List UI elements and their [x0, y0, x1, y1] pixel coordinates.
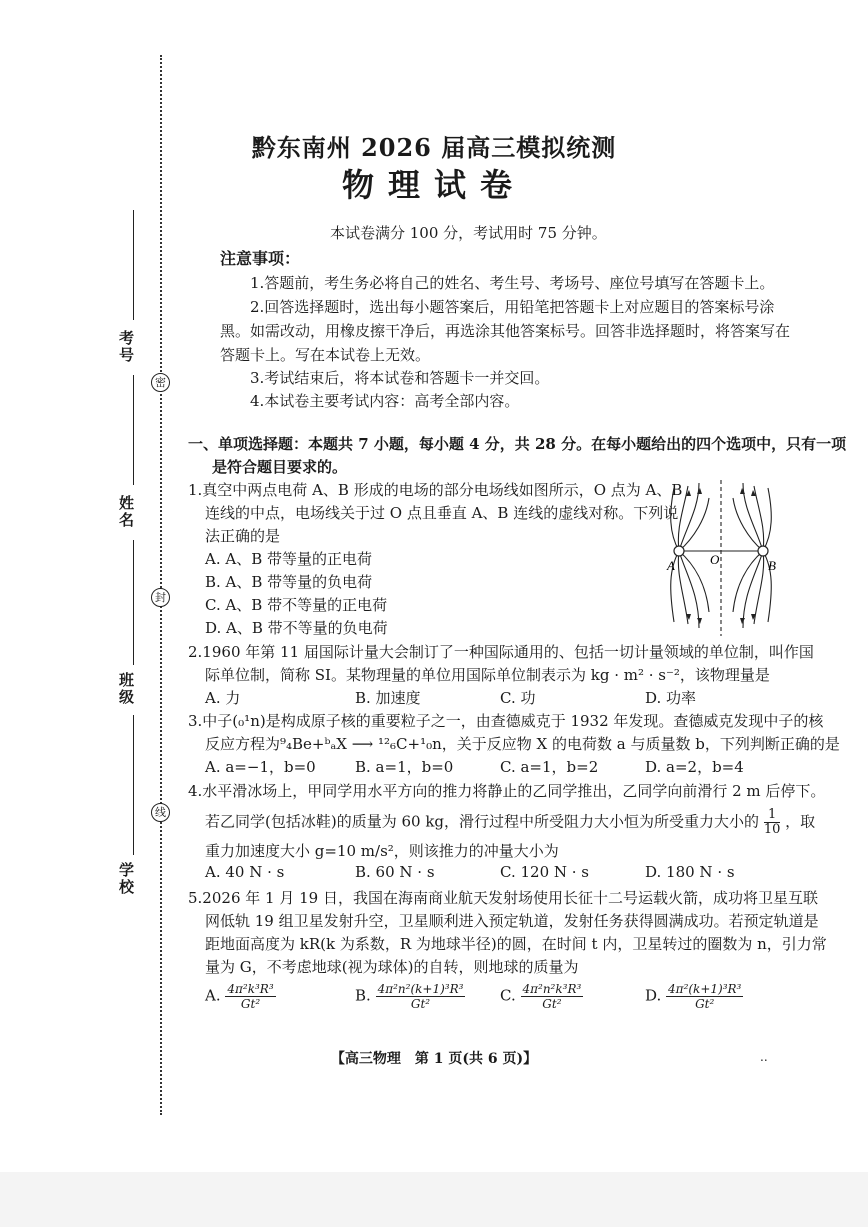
- class-fill-line: [133, 540, 134, 665]
- exam-intro: 本试卷满分 100 分，考试用时 75 分钟。: [330, 224, 607, 242]
- q5-option-a-fraction: [225, 982, 275, 1011]
- section1-instructions-cont: 是符合题目要求的。: [212, 458, 348, 476]
- q5-option-c-num: 4π²n²k³R³: [522, 982, 582, 996]
- q3-option-c: C. a=1，b=2: [500, 758, 599, 776]
- q1-stem-line1: 1.真空中两点电荷 A、B 形成的电场的部分电场线如图所示，O 点为 A、B: [188, 481, 683, 499]
- q5-stem-line1: 5.2026 年 1 月 19 日，我国在海南商业航天发射场使用长征十二号运载火箭，成功将卫星互联: [188, 889, 818, 907]
- q5-option-b-fraction: [376, 982, 466, 1011]
- electric-field-figure: [664, 478, 790, 638]
- note-2-line3: 答题卡上。写在本试卷上无效。: [220, 346, 431, 364]
- q4-option-d: D. 180 N · s: [645, 863, 735, 881]
- q5-option-b-prefix: B.: [355, 986, 371, 1005]
- q3-option-b: B. a=1，b=0: [355, 758, 454, 776]
- class-label: 班级: [117, 672, 135, 706]
- q5-stem-line4: 量为 G，不考虑地球(视为球体)的自转，则地球的质量为: [205, 958, 579, 976]
- q1-option-d: D. A、B 带不等量的负电荷: [205, 619, 388, 637]
- q5-option-d-fraction: [666, 982, 743, 1011]
- page-footer: 【高三物理 第 1 页(共 6 页)】: [330, 1051, 538, 1067]
- q4-stem-line2-tail: ，取: [785, 812, 816, 831]
- note-4: 4.本试卷主要考试内容：高考全部内容。: [250, 392, 520, 410]
- q4-fraction-den: 10: [763, 822, 781, 837]
- q5-option-d: [645, 982, 743, 1011]
- q5-option-c-den: Gt²: [542, 997, 562, 1011]
- seal-mark-feng: 封: [151, 588, 170, 607]
- q5-stem-line3: 距地面高度为 kR(k 为系数，R 为地球半径)的圆，在时间 t 内，卫星转过的圈数为 n，引力常: [205, 935, 827, 953]
- q5-option-a-den: Gt²: [240, 997, 261, 1011]
- notes-heading: 注意事项：: [220, 249, 301, 268]
- note-3: 3.考试结束后，将本试卷和答题卡一并交回。: [250, 369, 550, 387]
- school-fill-line: [133, 715, 134, 855]
- footer-dots: ..: [760, 1050, 768, 1064]
- q4-fraction: [764, 808, 781, 837]
- charge-a: [674, 546, 684, 556]
- q4-stem-line3: 重力加速度大小 g=10 m/s²，则该推力的冲量大小为: [205, 842, 559, 860]
- seal-mark-xian: 线: [151, 803, 170, 822]
- q5-option-c-prefix: C.: [500, 986, 516, 1005]
- note-1: 1.答题前，考生务必将自己的姓名、考生号、考场号、座位号填写在答题卡上。: [250, 274, 775, 292]
- scan-margin: [0, 1172, 868, 1227]
- binding-dotted-line: [160, 55, 162, 1115]
- q2-option-c: C. 功: [500, 689, 536, 707]
- charge-b: [758, 546, 768, 556]
- exam-title: 黔东南州 2026 届高三模拟统测: [251, 133, 617, 162]
- label-b: B: [768, 558, 776, 573]
- q5-option-d-den: Gt²: [695, 997, 715, 1011]
- exam-number-fill-line: [133, 210, 134, 320]
- q2-stem-line2: 际单位制，简称 SI。某物理量的单位用国际单位制表示为 kg · m² · s⁻²，该物理量是: [205, 666, 770, 684]
- q3-stem-line2: 反应方程为⁹₄Be+ᵇₐX ⟶ ¹²₆C+¹₀n，关于反应物 X 的电荷数 a 与质量数 b，下列判断正确的是: [205, 735, 840, 753]
- seal-mark-mi: 密: [151, 373, 170, 392]
- q5-option-b-den: Gt²: [410, 997, 431, 1011]
- label-o: O: [710, 552, 720, 567]
- note-2-line2: 黑。如需改动，用橡皮擦干净后，再选涂其他答案标号。回答非选择题时，将答案写在: [220, 322, 791, 340]
- q1-stem-line2: 连线的中点，电场线关于过 O 点且垂直 A、B 连线的虚线对称。下列说: [205, 504, 679, 522]
- subject-title: 物理试卷: [341, 166, 526, 204]
- q1-stem-line3: 法正确的是: [205, 527, 281, 545]
- q4-option-b: B. 60 N · s: [355, 863, 435, 881]
- q4-stem-line2: [205, 808, 815, 837]
- q4-fraction-num: 1: [764, 808, 781, 823]
- name-label: 姓名: [117, 495, 135, 529]
- q1-option-b: B. A、B 带等量的负电荷: [205, 573, 373, 591]
- q3-stem-line1: 3.中子(₀¹n)是构成原子核的重要粒子之一，由查德威克于 1932 年发现。查德威克发现中子的核: [188, 712, 824, 730]
- q3-option-a: A. a=−1，b=0: [205, 758, 316, 776]
- q1-option-c: C. A、B 带不等量的正电荷: [205, 596, 388, 614]
- exam-number-label: 考号: [117, 330, 135, 364]
- q2-stem-line1: 2.1960 年第 11 届国际计量大会制订了一种国际通用的、包括一切计量领域的单位制，叫作国: [188, 643, 814, 661]
- q5-option-c-fraction: [521, 982, 584, 1011]
- q4-stem-line2-text: 若乙同学(包括冰鞋)的质量为 60 kg，滑行过程中所受阻力大小恒为所受重力大小的: [205, 812, 760, 831]
- q5-option-d-prefix: D.: [645, 986, 662, 1005]
- school-label: 学校: [117, 862, 135, 896]
- q4-stem-line1: 4.水平滑冰场上，甲同学用水平方向的推力将静止的乙同学推出，乙同学向前滑行 2 m 后停下。: [188, 782, 826, 800]
- q5-stem-line2: 网低轨 19 组卫星发射升空，卫星顺利进入预定轨道，发射任务获得圆满成功。若预定轨道是: [205, 912, 819, 930]
- q2-option-a: A. 力: [205, 689, 241, 707]
- q3-option-d: D. a=2，b=4: [645, 758, 744, 776]
- q5-option-a: [205, 982, 276, 1011]
- q1-option-a: A. A、B 带等量的正电荷: [205, 550, 372, 568]
- section1-instructions: 一、单项选择题：本题共 7 小题，每小题 4 分，共 28 分。在每小题给出的四个选项中，只有一项: [188, 435, 847, 453]
- q5-option-b: [355, 982, 465, 1011]
- q2-option-d: D. 功率: [645, 689, 697, 707]
- q5-option-a-prefix: A.: [205, 986, 221, 1005]
- q5-option-b-num: 4π²n²(k+1)³R³: [377, 982, 464, 996]
- q4-option-c: C. 120 N · s: [500, 863, 590, 881]
- q5-option-d-num: 4π²(k+1)³R³: [668, 982, 742, 996]
- label-a: A: [667, 558, 675, 573]
- note-2-line1: 2.回答选择题时，选出每小题答案后，用铅笔把答题卡上对应题目的答案标号涂: [250, 298, 775, 316]
- name-fill-line: [133, 375, 134, 485]
- q5-option-a-num: 4π²k³R³: [227, 982, 274, 996]
- q2-option-b: B. 加速度: [355, 689, 421, 707]
- q5-option-c: [500, 982, 583, 1011]
- q4-option-a: A. 40 N · s: [205, 863, 285, 881]
